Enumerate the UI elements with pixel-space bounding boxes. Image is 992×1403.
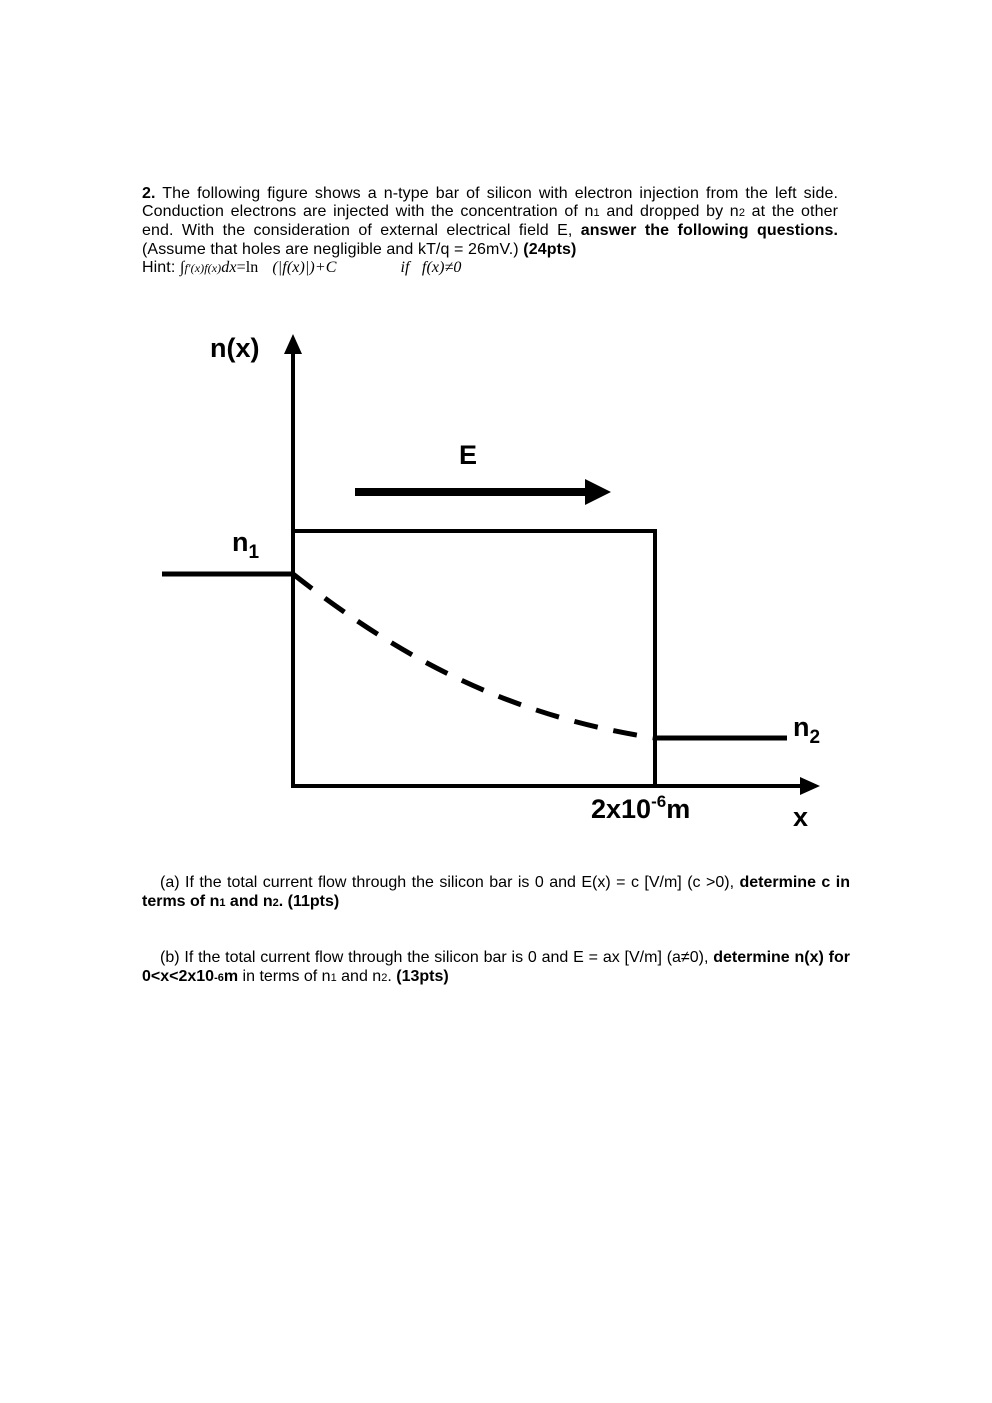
question-b-bold-1: determine n(x) for 0<x<2x10	[142, 949, 850, 985]
hint-condition: f(x)≠0	[421, 258, 462, 276]
question-a	[142, 873, 850, 913]
question-b-points: (13pts)	[396, 968, 449, 985]
question-a-bold-2: and n	[229, 893, 273, 910]
n2-label: $n_2$	[793, 712, 821, 748]
question-b-text-3: and n	[341, 968, 382, 985]
silicon-bar	[293, 531, 655, 786]
x-axis-arrowhead	[800, 777, 820, 795]
problem-intro-1: The following figure shows a n-type bar of silicon with electron injection from the left side. Conduction electrons are injected with the concentration of n	[142, 185, 838, 221]
hint-dx: dx	[221, 258, 237, 276]
n2-subscript: 2	[738, 207, 746, 220]
question-b-text: (b) If the total current flow through the silicon bar is 0 and E = ax [V/m] (a≠0),	[160, 949, 709, 966]
problem-points: (24pts)	[523, 240, 577, 258]
n1-subscript: 1	[593, 207, 600, 220]
question-b	[142, 948, 850, 988]
problem-intro-2: and dropped by n	[606, 203, 739, 221]
hint-abs: (|f(x)|)+C	[272, 258, 337, 276]
question-a-points: (11pts)	[287, 893, 340, 910]
question-a-bold-3: .	[278, 893, 284, 910]
x-axis-label: x	[793, 802, 809, 832]
n1-label: $n_1$	[232, 527, 260, 563]
problem-assumption: (Assume that holes are negligible and kT/q = 26mV.)	[142, 240, 519, 258]
y-axis-label: n(x)	[210, 333, 260, 363]
hint-label: Hint:	[142, 258, 176, 276]
question-a-bold-1: determine c in terms of n	[142, 874, 851, 910]
field-arrow-head	[585, 479, 611, 505]
question-b-text-2: in terms of n	[242, 968, 331, 985]
problem-instruction: answer the following questions.	[580, 222, 838, 240]
question-a-text: (a) If the total current flow through the silicon bar is 0 and E(x) = c [V/m] (c >0),	[160, 874, 735, 891]
length-label: $2x10^{-6}m$	[591, 792, 691, 824]
question-b-sub-1: 1	[330, 972, 337, 984]
problem-number: 2.	[142, 185, 156, 202]
question-b-text-4: .	[387, 968, 392, 985]
y-axis-arrowhead	[284, 334, 302, 354]
problem-intro-3: at the other end. With the consideration of external electrical field E,	[142, 203, 838, 240]
field-label: E	[459, 440, 478, 470]
hint-if: if	[400, 258, 410, 276]
hint-integrand: f′(x)f(x)	[184, 260, 222, 275]
question-a-sub-1: 1	[219, 897, 226, 909]
integral-sign: ∫	[179, 258, 185, 276]
question-b-sub-2: 2	[381, 972, 388, 984]
concentration-curve	[293, 574, 655, 738]
question-b-bold-2: m	[223, 968, 239, 985]
question-b-sup-1: -6	[214, 972, 224, 984]
question-a-sub-2: 2	[272, 897, 279, 909]
hint-equals-ln: =ln	[236, 258, 259, 276]
